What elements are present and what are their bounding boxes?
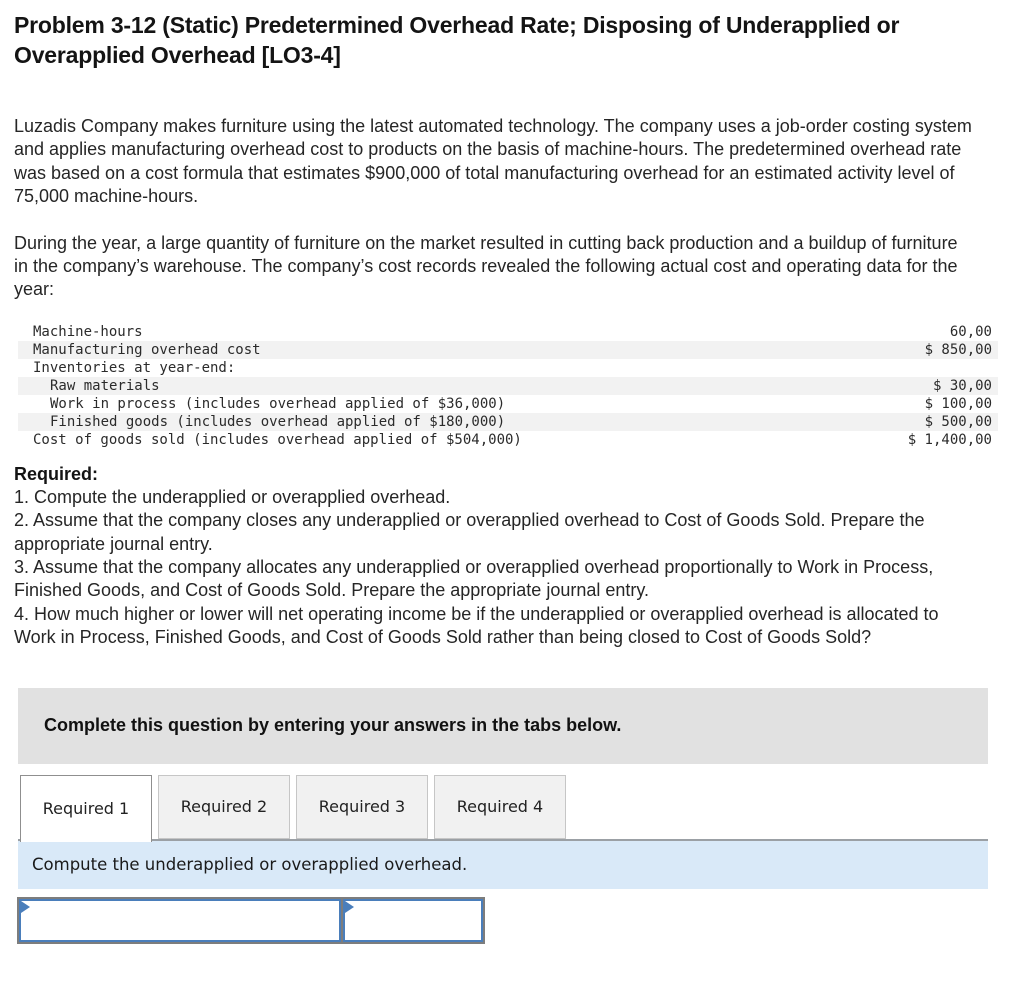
answer-marker-icon bbox=[345, 901, 354, 913]
table-row bbox=[18, 431, 998, 449]
cost-row-label: Raw materials bbox=[50, 377, 160, 394]
instruction-banner-text: Complete this question by entering your answers in the tabs below. bbox=[44, 715, 622, 736]
cost-row-label: Machine-hours bbox=[33, 323, 143, 340]
cost-row-label: Inventories at year-end: bbox=[33, 359, 236, 376]
answer-input-value-cell[interactable] bbox=[343, 899, 483, 942]
required-item-3: 3. Assume that the company allocates any underapplied or overapplied overhead proportionally to Work in Process, Finished Goods, and Cost of Goods Sold. Prepare the appropriate journal entry. bbox=[14, 557, 934, 601]
cost-row-value: $ 100,00 bbox=[924, 395, 992, 412]
table-row bbox=[18, 323, 998, 341]
cost-row-value: $ 500,00 bbox=[924, 413, 992, 430]
required-list bbox=[14, 486, 976, 650]
required-item-4: 4. How much higher or lower will net operating income be if the underapplied or overapplied overhead is allocated to Work in Process, Finished Goods, and Cost of Goods Sold rather than being closed to Cost of Goods Sold? bbox=[14, 603, 939, 648]
table-row bbox=[18, 395, 998, 413]
required-tabs bbox=[20, 775, 1024, 839]
cost-row-label: Cost of goods sold (includes overhead applied of $504,000) bbox=[33, 431, 522, 448]
table-row bbox=[18, 359, 998, 377]
tab-required-1[interactable]: Required 1 bbox=[20, 775, 152, 842]
tab-required-4[interactable]: Required 4 bbox=[434, 775, 566, 839]
problem-page bbox=[0, 10, 1024, 989]
problem-title: Problem 3-12 (Static) Predetermined Overhead Rate; Disposing of Underapplied or Overapplied Overhead [LO3-4] bbox=[14, 12, 900, 68]
cost-row-value: $ 1,400,00 bbox=[907, 431, 992, 448]
answer-marker-icon bbox=[21, 901, 30, 913]
answer-input-label-cell[interactable] bbox=[19, 899, 341, 942]
intro-paragraph-2: During the year, a large quantity of furniture on the market resulted in cutting back production and a buildup of furniture in the company’s warehouse. The company’s cost records revealed the following actual cost and operating data for the year: bbox=[14, 232, 958, 300]
cost-row-label: Work in process (includes overhead applied of $36,000) bbox=[50, 395, 506, 412]
table-row bbox=[18, 377, 998, 395]
cost-row-label: Finished goods (includes overhead applied of $180,000) bbox=[50, 413, 506, 430]
cost-row-value: 60,00 bbox=[949, 323, 992, 340]
intro-paragraph-1: Luzadis Company makes furniture using the latest automated technology. The company uses a job-order costing system and applies manufacturing overhead cost to products on the basis of machine-hours. The predetermined overhead rate was based on a cost formula that estimates $900,000 of total manufacturing overhead for an estimated activity level of 75,000 machine-hours. bbox=[14, 116, 972, 207]
table-row bbox=[18, 341, 998, 359]
required-item-2: 2. Assume that the company closes any underapplied or overapplied overhead to Cost of Goods Sold. Prepare the appropriate journal entry. bbox=[14, 510, 925, 554]
panel-instruction: Compute the underapplied or overapplied overhead. bbox=[18, 841, 988, 889]
tab-required-2[interactable]: Required 2 bbox=[158, 775, 290, 839]
cost-row-label: Manufacturing overhead cost bbox=[33, 341, 261, 358]
table-row bbox=[18, 413, 998, 431]
instruction-banner bbox=[18, 688, 988, 764]
tab-panel bbox=[18, 839, 988, 889]
answer-table bbox=[17, 897, 485, 944]
cost-data-table bbox=[18, 323, 998, 449]
required-item-1: 1. Compute the underapplied or overapplied overhead. bbox=[14, 486, 451, 507]
tab-required-3[interactable]: Required 3 bbox=[296, 775, 428, 839]
cost-row-value: $ 850,00 bbox=[924, 341, 992, 358]
cost-row-value: $ 30,00 bbox=[932, 377, 992, 394]
required-heading: Required: bbox=[14, 463, 99, 484]
